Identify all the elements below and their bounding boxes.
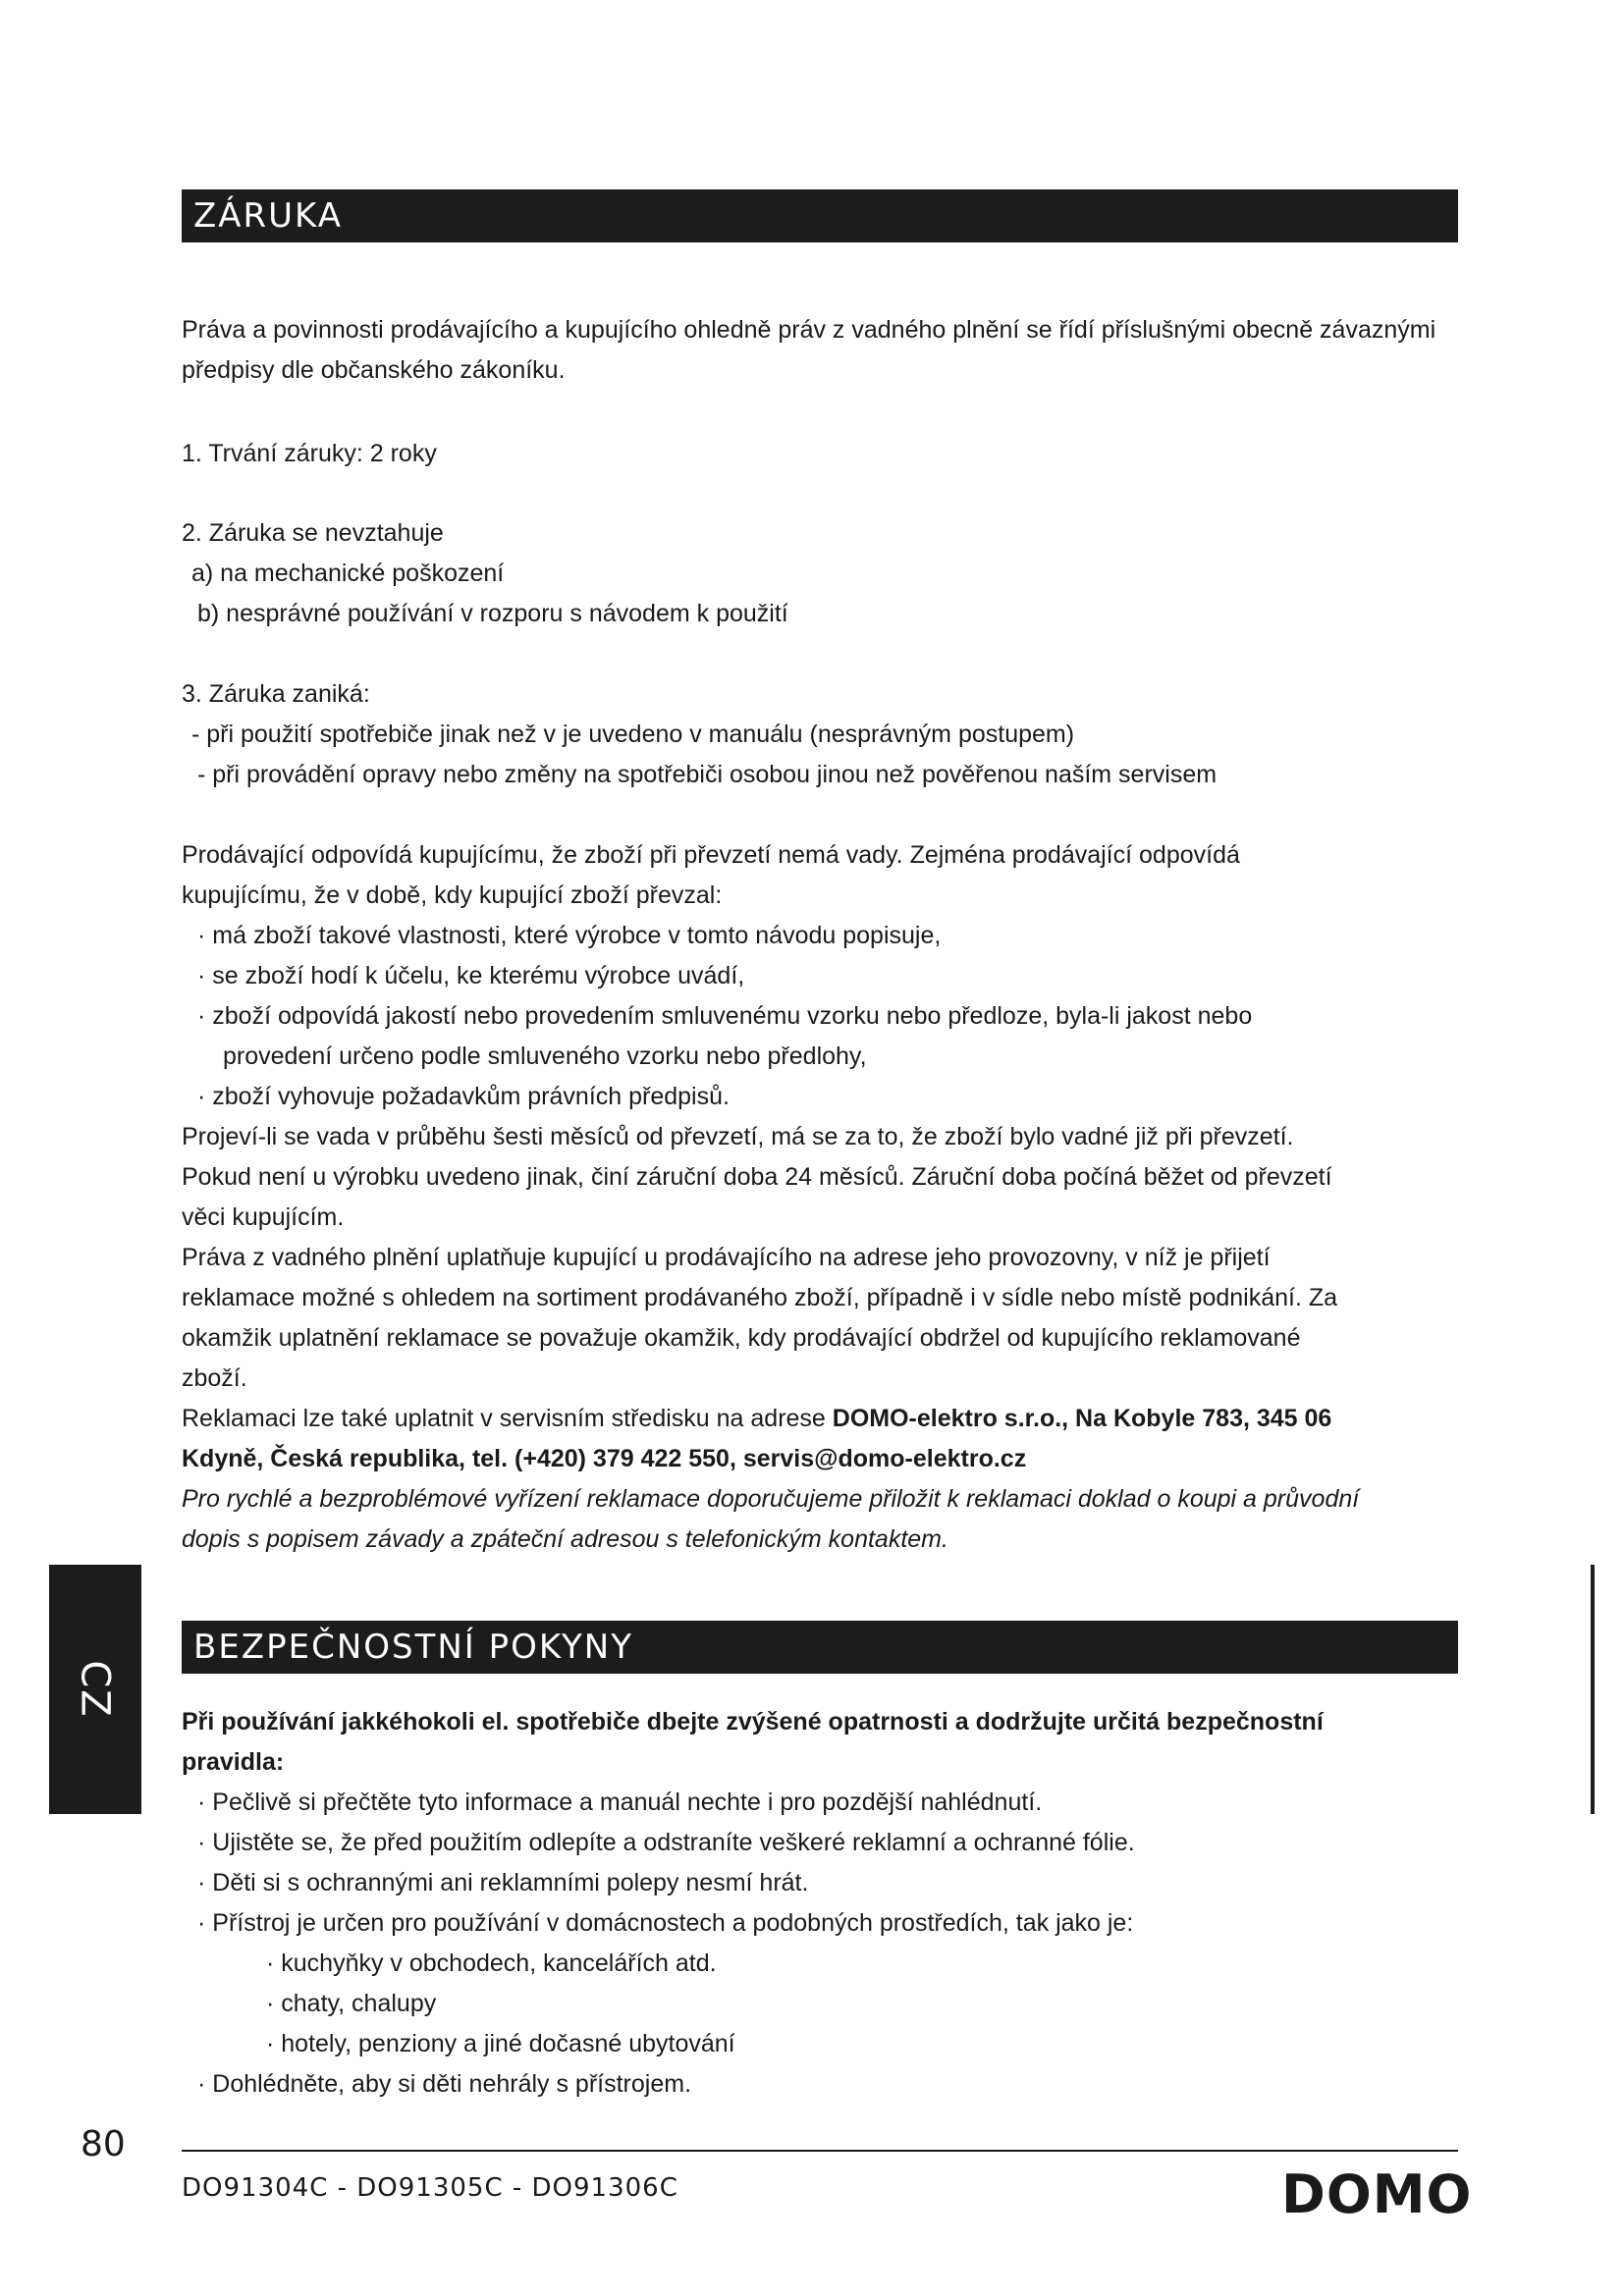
safety-sub-bullet-2: · chaty, chalupy — [266, 1990, 437, 2017]
warranty-item-1: 1. Trvání záruky: 2 roky — [182, 440, 437, 467]
service-contact: Kdyně, Česká republika, tel. (+420) 379 422 550, servis@domo-elektro.cz — [182, 1445, 1027, 1472]
para2-line-2: reklamace možné s ohledem na sortiment prodávaného zboží, případně i v sídle nebo místě podnikání. Za — [182, 1284, 1338, 1311]
warranty-item-3-title: 3. Záruka zaniká: — [182, 680, 370, 708]
safety-bullet-3: · Děti si s ochrannými ani reklamními polepy nesmí hrát. — [197, 1869, 809, 1896]
para1-line-2: Pokud není u výrobku uvedeno jinak, činí záruční doba 24 měsíců. Záruční doba počíná běžet od převzetí — [182, 1163, 1332, 1191]
warranty-item-2b: b) nesprávné používání v rozporu s návodem k použití — [197, 600, 788, 627]
language-tab — [49, 1565, 141, 1814]
safety-bullet-2: · Ujistěte se, že před použitím odlepíte a odstraníte veškeré reklamní a ochranné fólie. — [197, 1829, 1135, 1856]
warranty-intro: Práva a povinnosti prodávajícího a kupujícího ohledně práv z vadného plnění se řídí příslušnými obecně závaznými předpisy dle občanského zákoníku. — [182, 316, 1436, 384]
claim-tip-line-1: Pro rychlé a bezproblémové vyřízení reklamace doporučujeme přiložit k reklamaci doklad o koupi a průvodní — [182, 1485, 1360, 1513]
seller-bullet-4: · zboží vyhovuje požadavkům právních předpisů. — [197, 1083, 730, 1110]
seller-bullet-3-cont: provedení určeno podle smluveného vzorku nebo předlohy, — [223, 1042, 867, 1070]
claim-prefix: Reklamaci lze také uplatnit v servisním středisku na adrese — [182, 1405, 833, 1432]
warranty-expiry — [182, 674, 1468, 795]
para2-line-3: okamžik uplatnění reklamace se považuje okamžik, kdy prodávající obdržel od kupujícího reklamované — [182, 1324, 1301, 1352]
language-code: CZ — [73, 1660, 118, 1719]
safety-sub-bullet-3: · hotely, penziony a jiné dočasné ubytování — [266, 2030, 735, 2057]
seller-bullet-2: · se zboží hodí k účelu, ke kterému výrobce uvádí, — [197, 962, 745, 989]
para2-line-1: Práva z vadného plnění uplatňuje kupující u prodávajícího na adrese jeho provozovny, v níž je přijetí — [182, 1244, 1271, 1271]
warranty-item-2-title: 2. Záruka se nevztahuje — [182, 519, 444, 547]
seller-bullet-3: · zboží odpovídá jakostí nebo provedením smluvenému vzorku nebo předloze, byla-li jakost nebo — [197, 1002, 1253, 1030]
warranty-duration — [182, 434, 1468, 474]
warranty-item-3b: - při provádění opravy nebo změny na spotřebiči osobou jinou než pověřenou naším servisem — [197, 761, 1218, 788]
right-margin-rule — [1591, 1565, 1595, 1814]
footer-rule — [182, 2150, 1458, 2152]
model-numbers: DO91304C - DO91305C - DO91306C — [182, 2173, 678, 2203]
safety-body — [182, 1702, 1468, 2105]
warranty-item-2a: a) na mechanické poškození — [191, 560, 505, 587]
claim-tip-line-2: dopis s popisem závady a zpáteční adresou s telefonickým kontaktem. — [182, 1525, 948, 1553]
safety-intro-line-1: Při používání jakkéhokoli el. spotřebiče dbejte zvýšené opatrnosti a dodržujte určitá bezpečnostní — [182, 1708, 1324, 1735]
para2-line-4: zboží. — [182, 1364, 247, 1392]
safety-bullet-4: · Přístroj je určen pro používání v domácnostech a podobných prostředích, tak jako je: — [197, 1909, 1134, 1937]
warranty-exclusions — [182, 513, 1468, 634]
seller-line-2: kupujícímu, že v době, kdy kupující zboží převzal: — [182, 881, 723, 909]
section-title-warranty: ZÁRUKA — [182, 189, 1458, 242]
safety-bullet-1: · Pečlivě si přečtěte tyto informace a manuál nechte i pro pozdější nahlédnutí. — [197, 1789, 1043, 1816]
page-number: 80 — [81, 2124, 126, 2164]
seller-bullet-1: · má zboží takové vlastnosti, které výrobce v tomto návodu popisuje, — [197, 922, 942, 949]
brand-logo: DOMO — [1281, 2163, 1473, 2225]
warranty-seller-body — [182, 835, 1468, 1560]
para1-line-1: Projeví-li se vada v průběhu šesti měsíců od převzetí, má se za to, že zboží bylo vadné již při převzetí. — [182, 1123, 1294, 1150]
service-address: DOMO-elektro s.r.o., Na Kobyle 783, 345 06 — [832, 1405, 1332, 1432]
section-title-safety: BEZPEČNOSTNÍ POKYNY — [182, 1621, 1458, 1674]
warranty-item-3a: - při použití spotřebiče jinak než v je uvedeno v manuálu (nesprávným postupem) — [191, 721, 1075, 748]
safety-sub-bullet-1: · kuchyňky v obchodech, kancelářích atd. — [266, 1949, 717, 1977]
claim-line-1 — [182, 1399, 1468, 1439]
safety-intro-line-2: pravidla: — [182, 1748, 285, 1776]
safety-bullet-5: · Dohlédněte, aby si děti nehrály s přístrojem. — [197, 2070, 692, 2098]
para1-line-3: věci kupujícím. — [182, 1203, 345, 1231]
seller-line-1: Prodávající odpovídá kupujícímu, že zboží při převzetí nemá vady. Zejména prodávající odpovídá — [182, 841, 1240, 869]
